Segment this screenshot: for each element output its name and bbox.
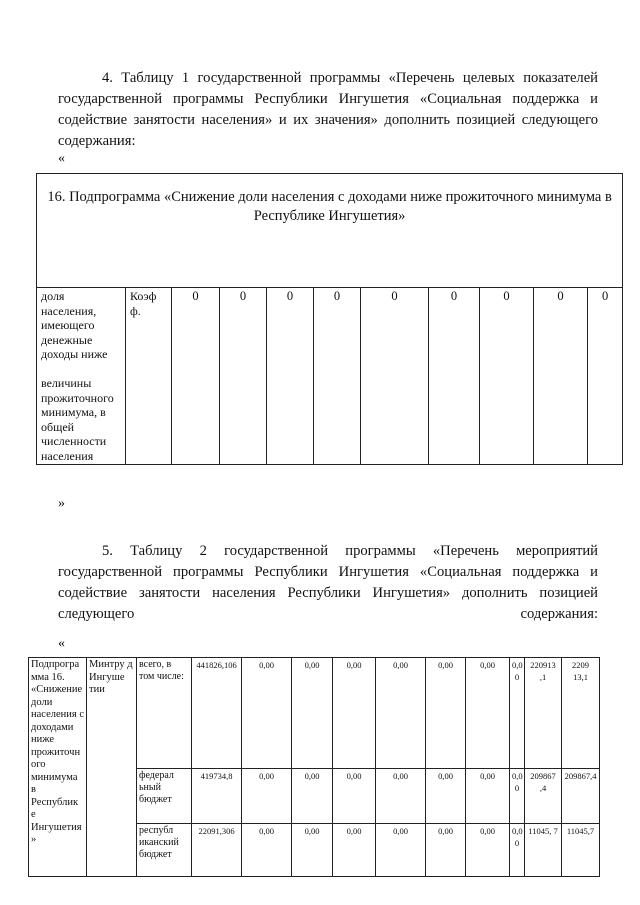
year-cell: 0,00: [426, 769, 466, 824]
year-cell: 0,00: [376, 769, 426, 824]
subprogram-name: Подпрогра мма 16. «Снижение доли населения с доходами ниже прожиточн ого минимума в Республик е Ингушетия »: [29, 658, 87, 877]
open-quote: «: [58, 151, 65, 166]
year-cell: 0,0 0: [510, 658, 525, 769]
year-cell: 0,00: [466, 658, 510, 769]
value-cell: 0: [429, 288, 480, 465]
indicator-name: [37, 288, 126, 465]
target-indicators-table: [36, 173, 623, 465]
paragraph-5: 5. Таблицу 2 государственной программы «Перечень мероприятий государственной программы Республики Ингушетия «Социальная поддержка и содействие занятости населения Республики Ингушетия» дополнить позицией следующего содержания:: [58, 543, 598, 622]
year-cell: 0,00: [333, 769, 376, 824]
year-cell: 0,00: [292, 769, 333, 824]
year-cell: 209867 ,4: [525, 769, 562, 824]
unit-cell: Коэф ф.: [126, 288, 172, 465]
value-cell: 0: [480, 288, 534, 465]
close-quote: »: [58, 496, 65, 511]
year-cell: 0,00: [242, 769, 292, 824]
year-cell: 220913 ,1: [525, 658, 562, 769]
year-cell: 0,00: [376, 824, 426, 877]
indicator-name-part-2: величины прожиточного минимума, в общей численности населения: [41, 376, 114, 463]
open-quote: «: [58, 636, 65, 651]
total-cell: 22091,306: [192, 824, 242, 877]
year-cell: 0,00: [242, 824, 292, 877]
subprogram-heading: 16. Подпрограмма «Снижение доли населения с доходами ниже прожиточного минимума в Республике Ингушетия»: [37, 174, 623, 288]
year-cell: 11045, 7: [525, 824, 562, 877]
year-cell: 0,00: [292, 658, 333, 769]
paragraph-4: 4. Таблицу 1 государственной программы «Перечень целевых показателей государственной программы Республики Ингушетия «Социальная поддержка и содействие занятости населения» и их значения» дополнить позицией следующего содержания:: [58, 70, 598, 149]
funding-source-label: всего, в том числе:: [137, 658, 192, 769]
year-cell: 0,00: [333, 658, 376, 769]
funding-source-label: федерал ьный бюджет: [137, 769, 192, 824]
year-cell: 0,0 0: [510, 824, 525, 877]
year-cell: 209867,4: [562, 769, 600, 824]
total-cell: 419734,8: [192, 769, 242, 824]
value-cell: 0: [588, 288, 623, 465]
executor-name: Минтру д Ингуше тии: [87, 658, 137, 877]
value-cell: 0: [220, 288, 267, 465]
value-cell: 0: [361, 288, 429, 465]
value-cell: 0: [267, 288, 314, 465]
total-cell: 441826,106: [192, 658, 242, 769]
year-cell: 2209 13,1: [562, 658, 600, 769]
year-cell: 0,00: [333, 824, 376, 877]
year-cell: 0,00: [426, 824, 466, 877]
year-cell: 0,00: [376, 658, 426, 769]
indicator-name-part-1: доля населения, имеющего денежные доходы ниже: [41, 289, 108, 361]
year-cell: 11045,7: [562, 824, 600, 877]
funding-source-label: республ иканский бюджет: [137, 824, 192, 877]
year-cell: 0,00: [292, 824, 333, 877]
year-cell: 0,00: [466, 824, 510, 877]
activities-table: [28, 657, 600, 877]
value-cell: 0: [172, 288, 220, 465]
value-cell: 0: [314, 288, 361, 465]
year-cell: 0,00: [242, 658, 292, 769]
value-cell: 0: [534, 288, 588, 465]
year-cell: 0,00: [466, 769, 510, 824]
year-cell: 0,0 0: [510, 769, 525, 824]
year-cell: 0,00: [426, 658, 466, 769]
